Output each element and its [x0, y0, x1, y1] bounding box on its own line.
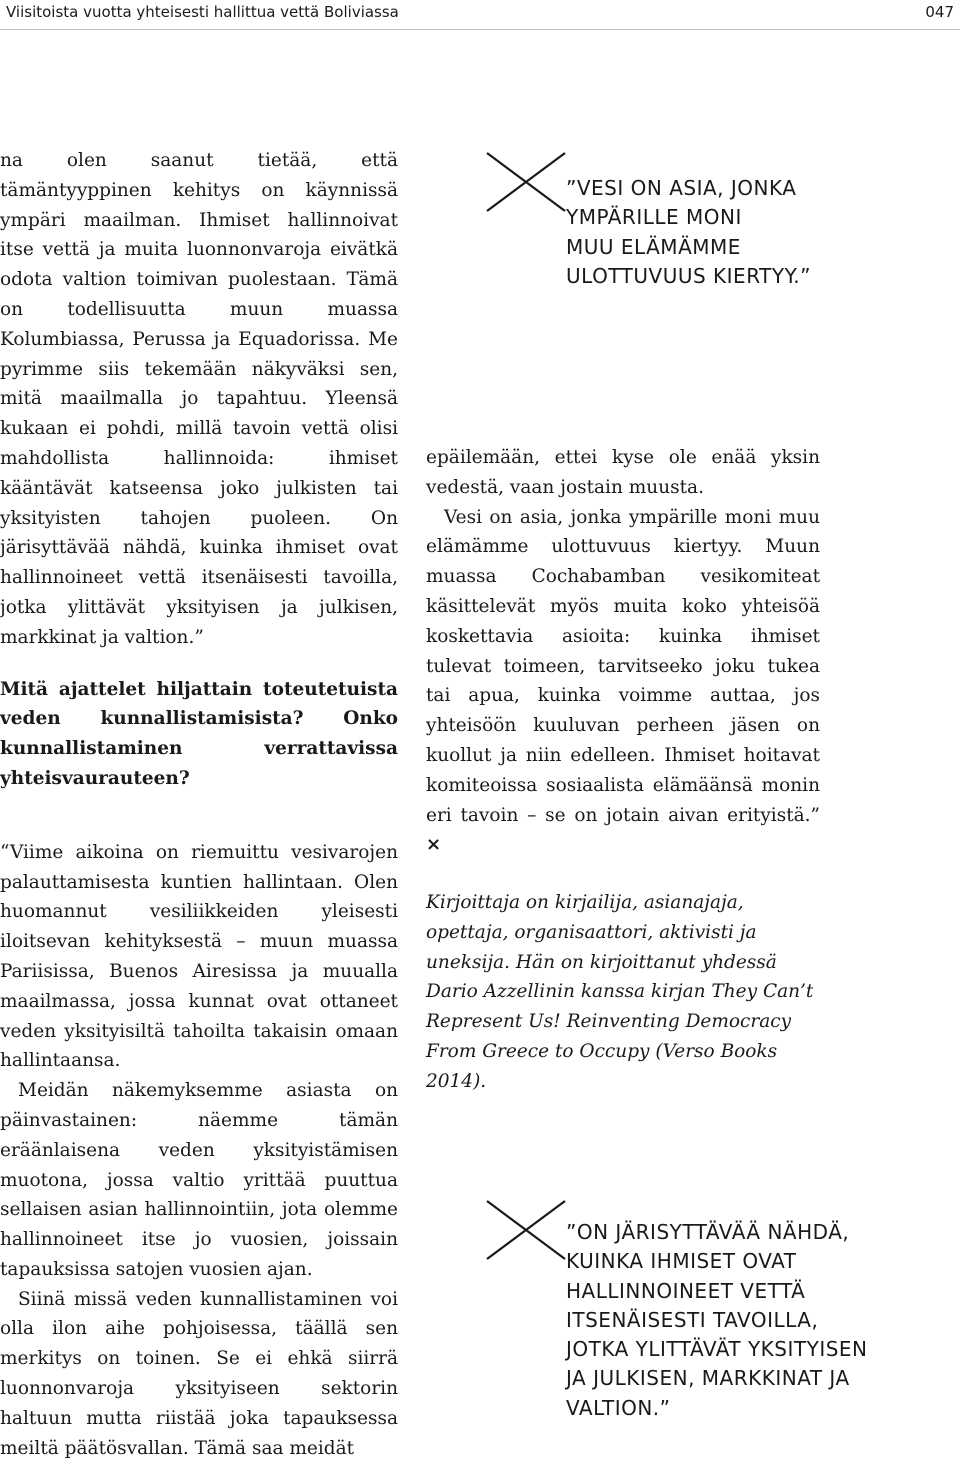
running-title: Viisitoista vuotta yhteisesti hallittua vettä Boliviassa [6, 3, 399, 21]
interview-question: Mitä ajattelet hiljattain toteutetuista veden kunnallistamisista? Onko kunnallistaminen verrattavissa yhteisvaurauteen? [0, 678, 398, 789]
left-paragraph-2: “Viime aikoina on riemuittu vesivarojen palauttamisesta kuntien hallintaan. Olen huomannut vesiliikkeiden yleisesti iloitsevan kehityksestä – muun muassa Pariisissa, Buenos Airesissa ja muualla maailmassa, jossa kunnat ovat ottaneet veden yksityisiltä tahoilta takaisin omaan hallintaansa. [0, 841, 398, 1072]
pull-quote-line: KUINKA IHMISET OVAT [566, 1249, 797, 1274]
pull-quote-line: MUU ELÄMÄMME [566, 234, 741, 259]
left-paragraph-4: Siinä missä veden kunnallistaminen voi olla ilon aihe pohjoisessa, täällä sen merkitys on toinen. Se ei ehkä siirrä luonnonvaroja yksityiseen sektorin haltuun mutta riistää joka tapauksessa meiltä päätösvallan. Tämä saa meidät [0, 1288, 398, 1459]
x-mark-icon [485, 1200, 569, 1260]
pull-quote-line: JA JULKISEN, MARKKINAT JA [566, 1366, 850, 1391]
page-header [0, 0, 960, 30]
left-paragraph-3: Meidän näkemyksemme asiasta on päinvastainen: näemme tämän eräänlaisena veden yksityistämisen muotona, jossa valtio yrittää puuttua sellaisen asian hallinnointiin, jota olemme hallinnoineet itse jo vuosien, joissain tapauksissa satojen vuosien ajan. [0, 1080, 398, 1280]
pull-quote-line: YMPÄRILLE MONI [566, 205, 742, 230]
pull-quote-line: VALTION.” [566, 1395, 671, 1420]
left-column [0, 146, 398, 1463]
page-number: 047 [925, 3, 954, 21]
end-mark-icon: × [426, 834, 442, 856]
pull-quote-1 [566, 174, 896, 291]
right-paragraph-1: epäilemään, ettei kyse ole enää yksin vedestä, vaan jostain muusta. [426, 447, 820, 498]
pull-quote-line: HALLINNOINEET VETTÄ [566, 1278, 806, 1303]
right-paragraph-2-text: Vesi on asia, jonka ympärille moni muu elämämme ulottuvuus kiertyy. Muun muassa Cochabamban vesikomiteat käsittelevät myös muita koko yhteisöä koskettavia asioita: kuinka ihmiset tulevat toimeen, tarvitseeko joku tukea tai apua, kuinka voimme auttaa, jos yhteisöön kuuluvan perheen jäsen on kuollut ja niin edelleen. Ihmiset hoitavat komiteoissa sosiaalista elämäänsä monin eri tavoin – se on jotain aivan erityistä.” [426, 506, 820, 826]
author-bio: Kirjoittaja on kirjailija, asianajaja, opettaja, organisaattori, aktivisti ja uneksija. Hän on kirjoittanut yhdessä Dario Azzellinin kanssa kirjan They Can’t Represent Us! Reinventing Democracy From Greece to Occupy (Verso Books 2014). [426, 892, 814, 1092]
pull-quote-line: ”VESI ON ASIA, JONKA [566, 176, 797, 200]
right-paragraph-2 [426, 503, 820, 861]
pull-quote-line: ULOTTUVUUS KIERTYY.” [566, 263, 811, 288]
pull-quote-2 [566, 1218, 896, 1423]
pull-quote-line: ”ON JÄRISYTTÄVÄÄ NÄHDÄ, [566, 1220, 850, 1244]
left-paragraph-1: na olen saanut tietää, että tämäntyyppinen kehitys on käynnissä ympäri maailman. Ihmiset hallinnoivat itse vettä ja muita luonnonvaroja eivätkä odota valtion toimivan puolestaan. Tämä on todellisuutta muun muassa Kolumbiassa, Perussa ja Equadorissa. Me pyrimme siis tekemään näkyväksi sen, mitä maailmalla jo tapahtuu. Yleensä kukaan ei pohdi, millä tavoin vettä olisi mahdollista hallinnoida: ihmiset kääntävät katseensa joko julkisten tai yksityisten tahojen puoleen. On järisyttävää nähdä, kuinka ihmiset ovat hallinnoineet vettä itsenäisesti tavoilla, jotka ylittävät yksityisen ja julkisen, markkinat ja valtion.” [0, 150, 398, 648]
x-mark-icon [485, 152, 569, 212]
pull-quote-line: ITSENÄISESTI TAVOILLA, [566, 1307, 819, 1332]
pull-quote-line: JOTKA YLITTÄVÄT YKSITYISEN [566, 1337, 868, 1362]
right-column [426, 443, 820, 860]
